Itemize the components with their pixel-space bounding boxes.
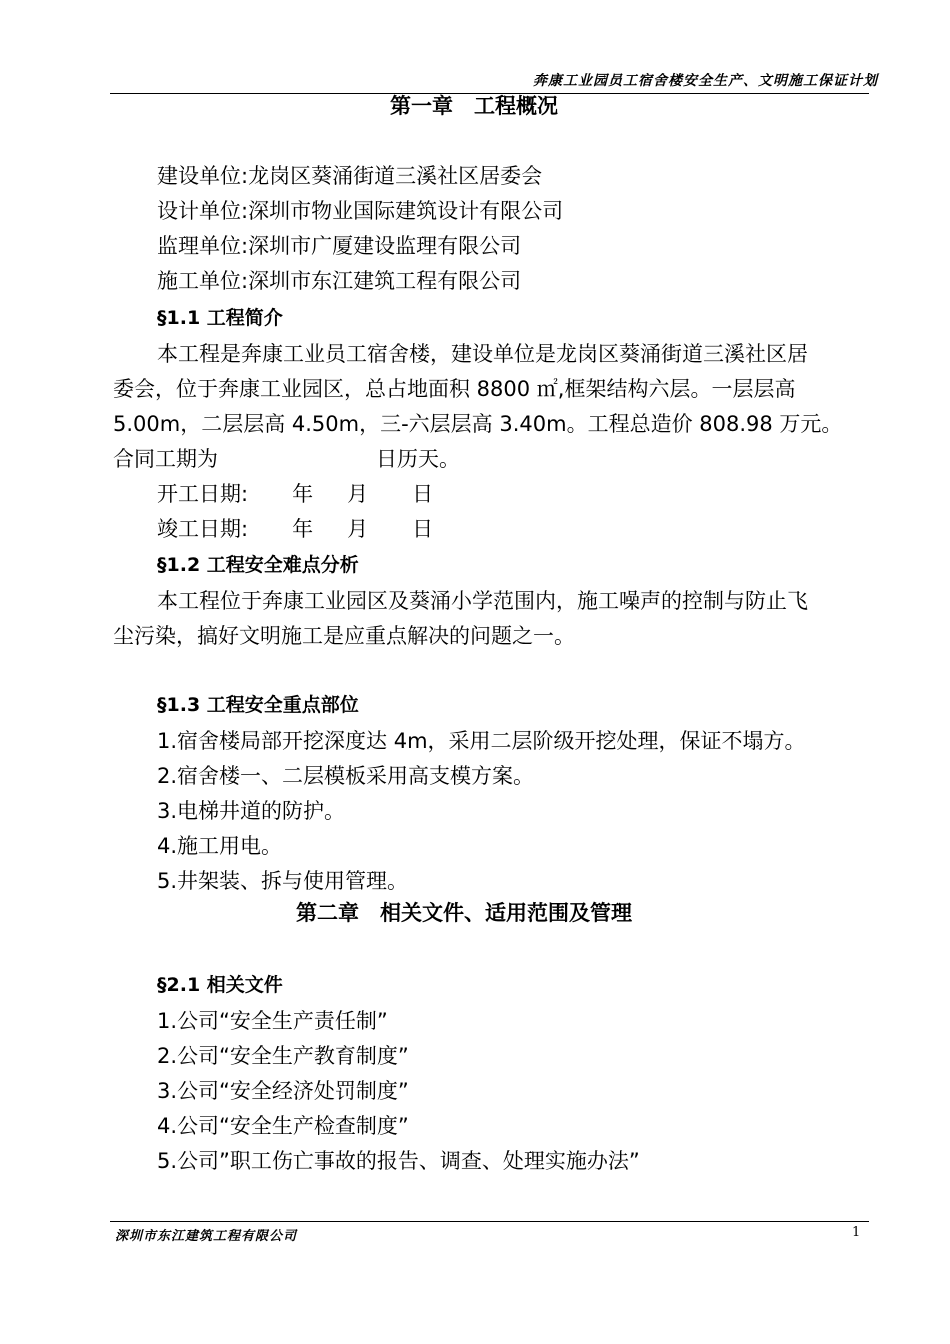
section-2-1-heading: §2.1 相关文件 [157,974,283,996]
chapter-2-title: 第二章 相关文件、适用范围及管理 [296,901,632,925]
builder-unit: 施工单位:深圳市东江建筑工程有限公司 [157,269,522,293]
start-date-year: 年 [292,482,314,506]
section-1-1-heading: §1.1 工程简介 [157,307,283,329]
overview-line-2: 委会，位于奔康工业园区，总占地面积 8800 ㎡,框架结构六层。一层层高 [113,377,796,401]
section-1-2-heading: §1.2 工程安全难点分析 [157,554,359,576]
key-part-item-4: 4.施工用电。 [157,834,283,858]
key-part-item-5: 5.井架装、拆与使用管理。 [157,869,409,893]
contract-period-unit: 日历天。 [376,447,460,471]
finish-date-line [157,513,433,543]
finish-date-day: 日 [412,517,434,541]
supervision-unit: 监理单位:深圳市广厦建设监理有限公司 [157,234,522,258]
section-1-3-heading: §1.3 工程安全重点部位 [157,694,359,716]
difficulty-line-1: 本工程位于奔康工业园区及葵涌小学范围内，施工噪声的控制与防止飞 [157,589,808,613]
chapter-1-title: 第一章 工程概况 [390,94,558,118]
start-date-day: 日 [412,482,434,506]
start-date-label: 开工日期: [157,482,249,506]
related-doc-item-4: 4.公司“安全生产检查制度” [157,1114,409,1138]
related-doc-item-5: 5.公司”职工伤亡事故的报告、调查、处理实施办法” [157,1149,640,1173]
finish-date-label: 竣工日期: [157,517,249,541]
overview-line-3: 5.00m，二层层高 4.50m，三-六层层高 3.40m。工程总造价 808.98 万元。 [113,412,843,436]
contract-period-line [113,443,460,473]
running-header: 奔康工业园员工宿舍楼安全生产、文明施工保证计划 [533,73,878,89]
footer-rule [110,1221,869,1222]
contract-period-label: 合同工期为 [113,447,218,471]
design-unit: 设计单位:深圳市物业国际建筑设计有限公司 [157,199,564,223]
construction-unit: 建设单位:龙岗区葵涌街道三溪社区居委会 [157,164,543,188]
related-doc-item-1: 1.公司“安全生产责任制” [157,1009,388,1033]
start-date-month: 月 [347,482,369,506]
key-part-item-2: 2.宿舍楼一、二层模板采用高支模方案。 [157,764,535,788]
finish-date-month: 月 [347,517,369,541]
footer-company: 深圳市东江建筑工程有限公司 [115,1229,298,1244]
related-doc-item-2: 2.公司“安全生产教育制度” [157,1044,409,1068]
page-number: 1 [852,1225,861,1240]
start-date-line [157,478,433,508]
key-part-item-3: 3.电梯井道的防护。 [157,799,346,823]
key-part-item-1: 1.宿舍楼局部开挖深度达 4m，采用二层阶级开挖处理，保证不塌方。 [157,729,806,753]
overview-line-1: 本工程是奔康工业员工宿舍楼，建设单位是龙岗区葵涌街道三溪社区居 [157,342,808,366]
finish-date-year: 年 [292,517,314,541]
difficulty-line-2: 尘污染，搞好文明施工是应重点解决的问题之一。 [113,624,575,648]
related-doc-item-3: 3.公司“安全经济处罚制度” [157,1079,409,1103]
